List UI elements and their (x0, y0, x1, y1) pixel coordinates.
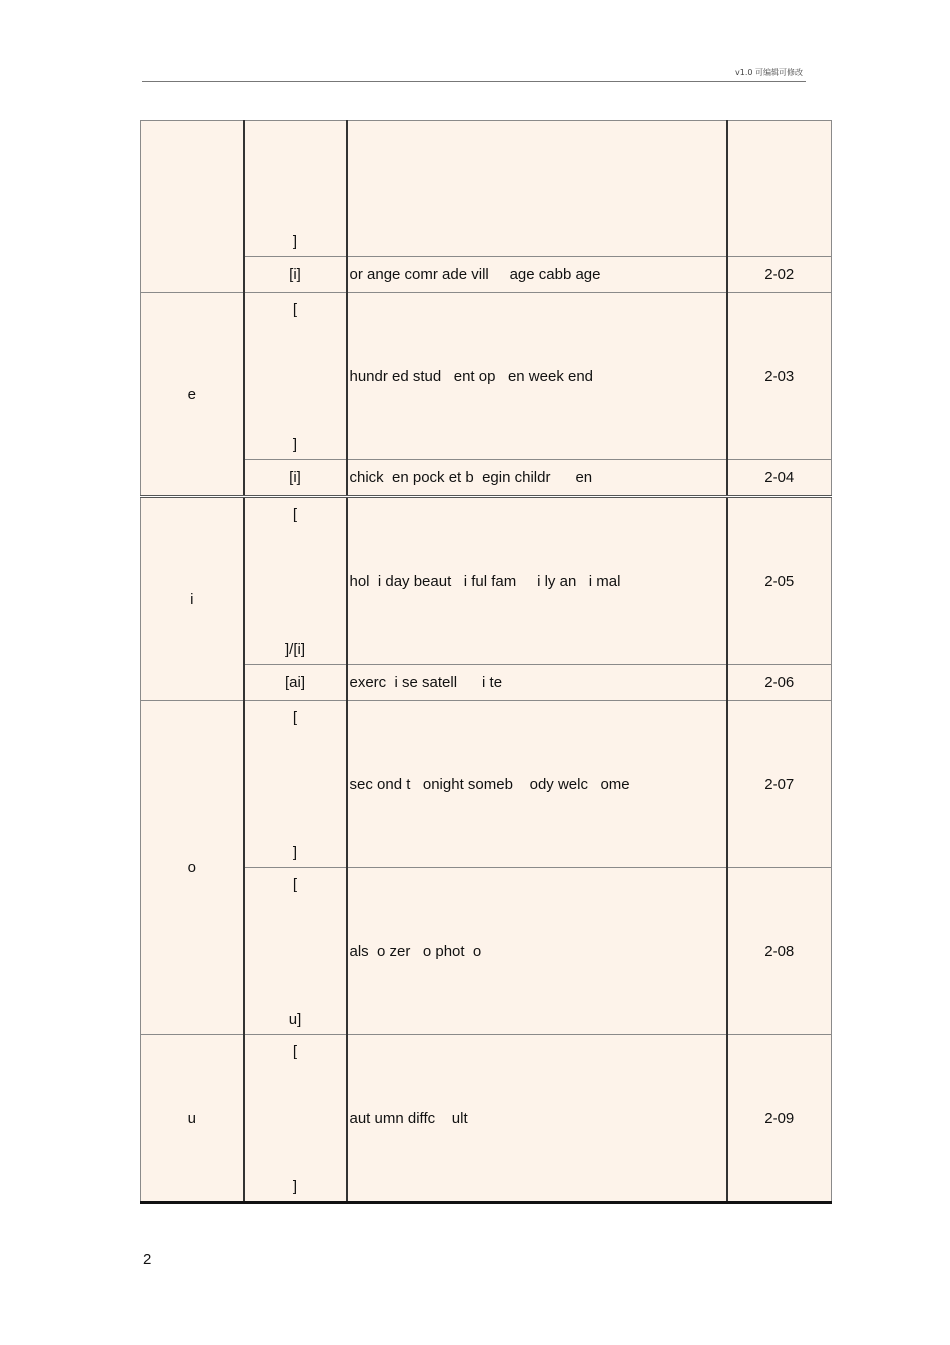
words-cell: sec ond t onight someb ody welc ome (347, 701, 727, 868)
table-row (141, 293, 832, 460)
symbol-bottom: u] (288, 1011, 302, 1028)
code-cell: 2-03 (727, 293, 832, 460)
symbol-cell (244, 868, 347, 1035)
words-cell (347, 121, 727, 257)
table-row (141, 665, 832, 701)
letter-cell: i (141, 497, 244, 701)
words-cell: als o zer o phot o (347, 868, 727, 1035)
symbol-bottom: ] (292, 1178, 298, 1195)
table-row (141, 460, 832, 497)
code-cell: 2-04 (727, 460, 832, 497)
header-rule (142, 81, 806, 82)
table-row (141, 121, 832, 257)
symbol-top: [ (292, 301, 298, 318)
words-cell: hol i day beaut i ful fam i ly an i mal (347, 497, 727, 665)
code-cell (727, 121, 832, 257)
words-cell: or ange comr ade vill age cabb age (347, 257, 727, 293)
symbol-top: [ (292, 876, 298, 893)
letter-cell (141, 121, 244, 293)
symbol-cell (244, 121, 347, 257)
symbol-cell: [i] (244, 460, 347, 497)
symbol-cell (244, 1035, 347, 1203)
symbol-cell: [i] (244, 257, 347, 293)
code-cell: 2-05 (727, 497, 832, 665)
words-cell: aut umn diffc ult (347, 1035, 727, 1203)
symbol-top: [ (292, 1043, 298, 1060)
code-cell: 2-07 (727, 701, 832, 868)
symbol-bottom: ] (292, 233, 298, 250)
symbol-cell (244, 701, 347, 868)
table-row (141, 1035, 832, 1203)
symbol-bottom: ] (292, 844, 298, 861)
symbol-top: [ (292, 709, 298, 726)
symbol-top: [ (292, 506, 298, 523)
code-cell: 2-08 (727, 868, 832, 1035)
table-row (141, 257, 832, 293)
code-cell: 2-06 (727, 665, 832, 701)
words-cell: exerc i se satell i te (347, 665, 727, 701)
words-cell: hundr ed stud ent op en week end (347, 293, 727, 460)
letter-cell: u (141, 1035, 244, 1203)
symbol-bottom: ]/[i] (284, 641, 305, 658)
page-number: 2 (143, 1251, 152, 1268)
table-row (141, 497, 832, 665)
words-cell: chick en pock et b egin childr en (347, 460, 727, 497)
table-row (141, 701, 832, 868)
symbol-bottom: ] (292, 436, 298, 453)
code-cell: 2-02 (727, 257, 832, 293)
header-text: v1.0 可编辑可修改 (735, 68, 803, 77)
symbol-cell (244, 497, 347, 665)
code-cell: 2-09 (727, 1035, 832, 1203)
letter-cell: o (141, 701, 244, 1035)
phonics-table (140, 120, 832, 1204)
table-row (141, 868, 832, 1035)
letter-cell: e (141, 293, 244, 497)
symbol-cell: [ai] (244, 665, 347, 701)
symbol-cell (244, 293, 347, 460)
